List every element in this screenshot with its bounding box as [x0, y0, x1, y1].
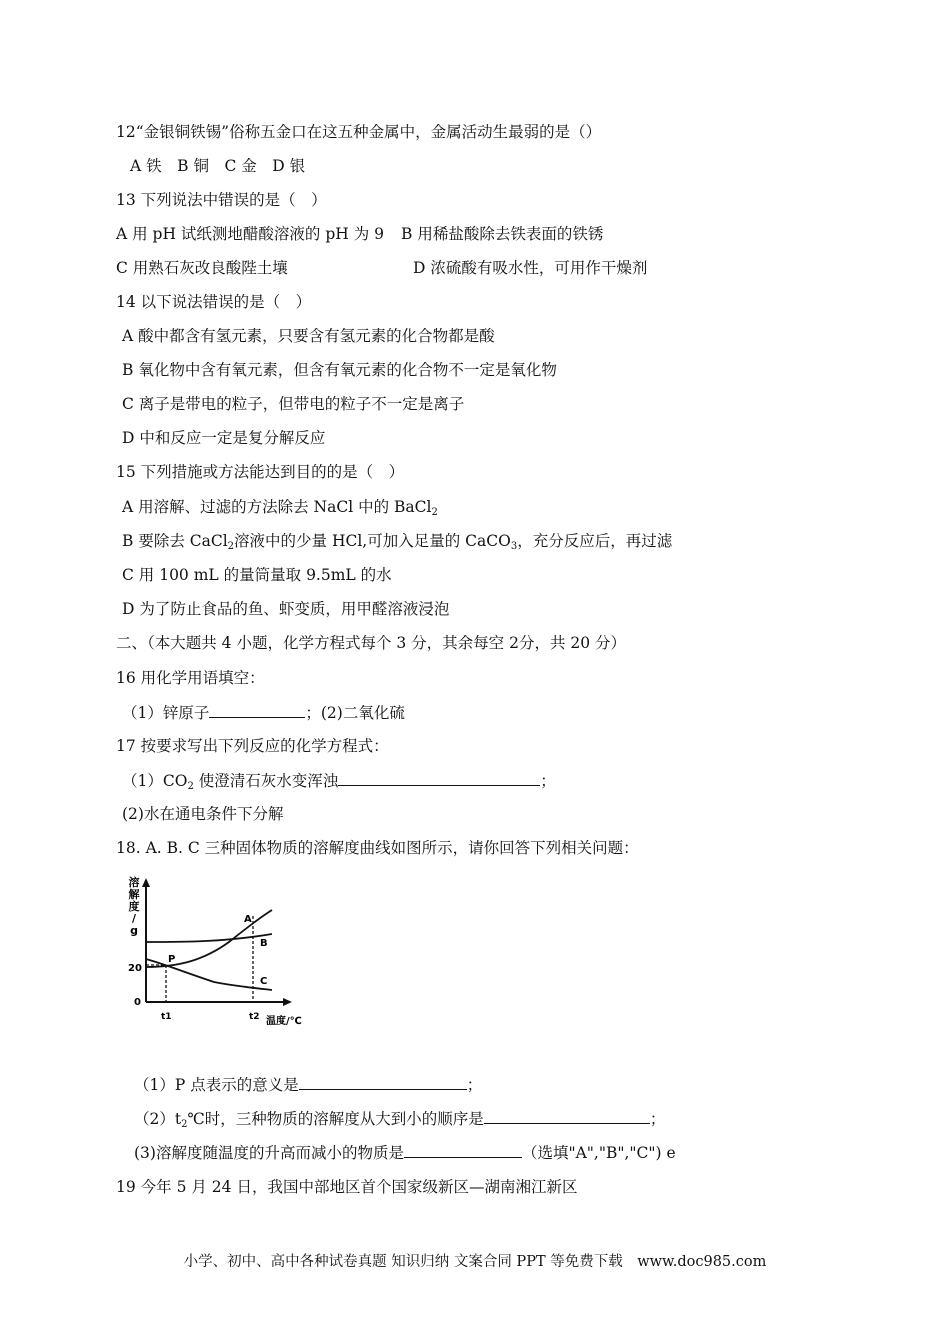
q15-option-a: [122, 497, 438, 517]
q15-option-c: C 用 100 mL 的量筒量取 9.5mL 的水: [122, 566, 392, 584]
q15-stem: 15 下列措施或方法能达到目的的是（ ）: [116, 463, 405, 481]
q15-a-text: A 用溶解、过滤的方法除去 NaCl 中的 BaCl: [122, 498, 432, 516]
q18-sub-2-end: ；: [649, 1110, 666, 1128]
q18-answer-blank-2[interactable]: [484, 1108, 650, 1124]
q16-part-2: ；(2)二氧化硫: [305, 704, 405, 722]
q18-sub-1-end: ；: [466, 1076, 483, 1094]
y-axis-arrow: [142, 878, 150, 887]
q17-subscript: 2: [187, 781, 194, 792]
q17-part-2: 使澄清石灰水变浑浊: [193, 772, 339, 790]
q12-options: A 铁 B 铜 C 金 D 银: [130, 157, 306, 175]
q16-answer-blank-1[interactable]: [209, 702, 305, 718]
q13-stem: 13 下列说法中错误的是（ ）: [116, 191, 327, 209]
q14-option-c: C 离子是带电的粒子，但带电的粒子不一定是离子: [122, 395, 465, 413]
q14-stem: 14 以下说法错误的是（ ）: [116, 293, 312, 311]
q17-part-3: ；: [540, 772, 556, 790]
q15-a-subscript: 2: [431, 507, 438, 518]
x-axis-label: 温度/℃: [266, 1016, 302, 1027]
q15-b-subscript-1: 2: [227, 541, 235, 552]
point-p-label: P: [168, 954, 176, 965]
x-axis-arrow: [283, 998, 292, 1006]
q15-b-text-2: 溶液中的少量 HCl,可加入足量的 CaCO: [234, 532, 511, 550]
q13-option-c: C 用熟石灰改良酸陛土壤: [116, 259, 288, 277]
q18-sub-3-text: (3)溶解度随温度的升高而减小的物质是: [134, 1144, 404, 1162]
q18-sub-2-text-1: （2）t: [134, 1110, 182, 1128]
series-a-label: A: [244, 914, 252, 925]
section-2-heading: 二、（本大题共 4 小题，化学方程式每个 3 分，其余每空 2分，共 20 分）: [116, 634, 627, 652]
q18-sub-3-end: （选填"A","B","C") e: [521, 1144, 676, 1162]
q17-line-2: (2)水在通电条件下分解: [122, 805, 284, 823]
q18-sub-1: [134, 1074, 482, 1095]
q15-option-b: [122, 531, 672, 551]
q15-option-d: D 为了防止食品的鱼、虾变质，用甲醛溶液浸泡: [122, 600, 450, 618]
q18-sub-2: [134, 1108, 665, 1129]
solubility-chart: [124, 872, 314, 1032]
q13-option-b: B 用稀盐酸除去铁表面的铁锈: [401, 225, 604, 243]
q18-sub-2-text-2: ℃时，三种物质的溶解度从大到小的顺序是: [187, 1110, 484, 1128]
q17-line-1: [122, 770, 556, 791]
q16-line: [122, 702, 405, 723]
y-axis-label: 溶解度/ g: [128, 876, 140, 937]
page-footer: 小学、初中、高中各种试卷真题 知识归纳 文案合同 PPT 等免费下载 www.doc985.com: [183, 1254, 767, 1270]
q15-b-text-3: ，充分反应后，再过滤: [517, 532, 673, 550]
q16-stem: 16 用化学用语填空：: [116, 669, 265, 687]
q18-stem: 18. A. B. C 三种固体物质的溶解度曲线如图所示，请你回答下列相关问题：: [116, 839, 639, 857]
y-tick-label: 20: [128, 963, 142, 974]
series-b-label: B: [260, 938, 268, 949]
q13-option-a: A 用 pH 试纸测地醋酸溶液的 pH 为 9: [116, 225, 384, 243]
q17-answer-blank-1[interactable]: [338, 770, 540, 786]
q18-sub-3: [134, 1142, 676, 1163]
q17-part-1: （1）CO: [122, 772, 188, 790]
x-tick-label: t1: [161, 1012, 172, 1022]
q18-answer-blank-3[interactable]: [404, 1142, 522, 1158]
q16-part-1: （1）锌原子: [122, 704, 210, 722]
y-tick-label: 0: [134, 997, 141, 1008]
q19-stem: 19 今年 5 月 24 日，我国中部地区首个国家级新区—湖南湘江新区: [116, 1178, 578, 1196]
x-tick-label: t2: [249, 1012, 260, 1022]
q14-option-d: D 中和反应一定是复分解反应: [122, 429, 326, 447]
q18-answer-blank-1[interactable]: [299, 1074, 467, 1090]
q18-sub-1-text: （1）P 点表示的意义是: [134, 1076, 299, 1094]
q14-option-a: A 酸中都含有氢元素，只要含有氢元素的化合物都是酸: [122, 327, 495, 345]
q15-b-subscript-2: 3: [510, 541, 518, 552]
q15-b-text-1: B 要除去 CaCl: [122, 532, 228, 550]
q17-stem: 17 按要求写出下列反应的化学方程式：: [116, 737, 389, 755]
q12-stem: 12“金银铜铁锡”俗称五金口在这五种金属中，金属活动生最弱的是（）: [116, 123, 602, 141]
q18-sub-2-subscript: 2: [181, 1119, 188, 1130]
series-c-label: C: [260, 976, 268, 987]
q13-option-d: D 浓硫酸有吸水性，可用作干燥剂: [413, 259, 648, 277]
q14-option-b: B 氧化物中含有氧元素，但含有氧元素的化合物不一定是氧化物: [122, 361, 557, 379]
